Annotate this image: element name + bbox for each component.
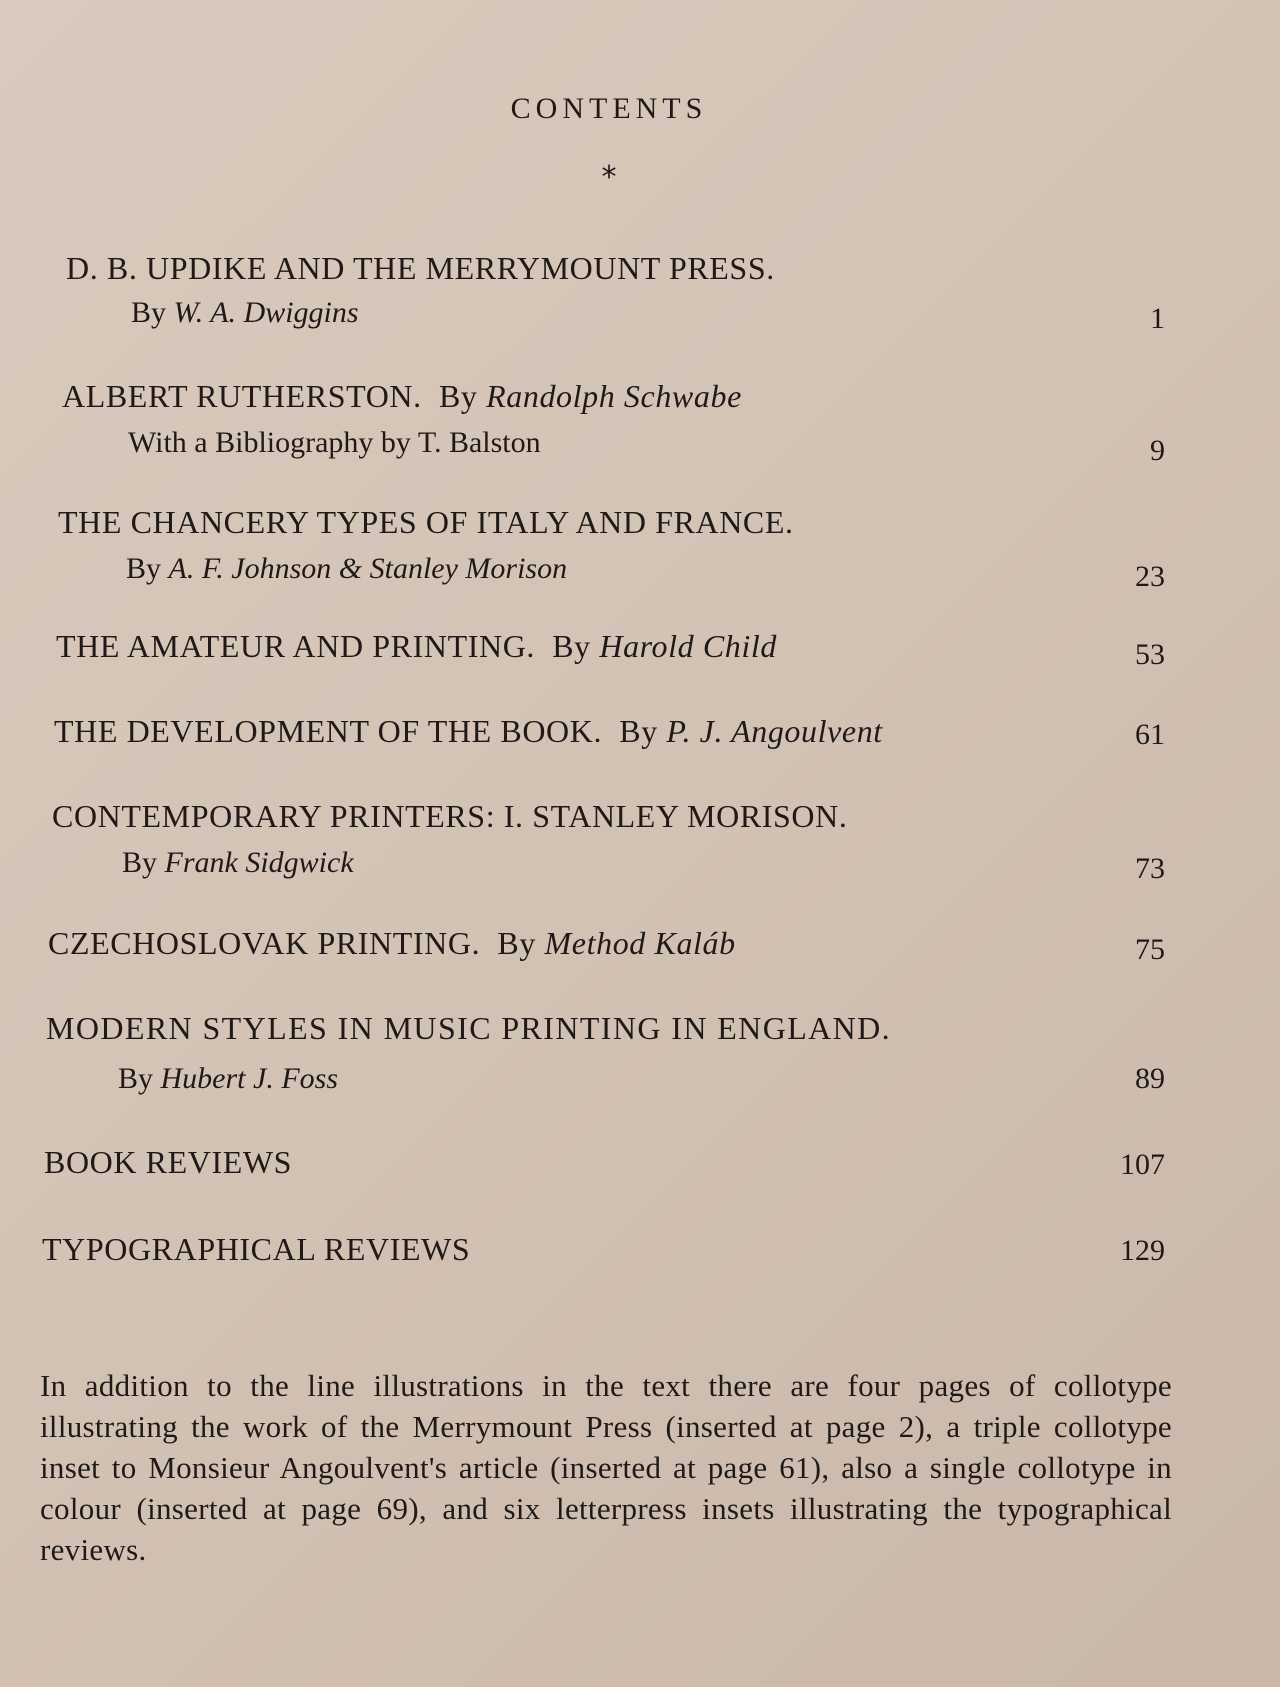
entry-author: Method Kaláb xyxy=(544,925,736,961)
entry-title-line xyxy=(54,713,883,750)
entry-page-number: 23 xyxy=(1135,560,1165,593)
illustrations-note: In addition to the line illustrations in the text there are four pages of collotype illustrating the work of the Merrymount Press (inserted at page 2), a triple collotype inset to Monsieur Angoulvent's article (inserted at page 61), also a single collotype in colour (inserted at page 69), and six letterpress insets illustrating the typographical reviews. xyxy=(40,1368,1172,1567)
entry-page-number: 61 xyxy=(1135,718,1165,751)
entry-page-number: 73 xyxy=(1135,852,1165,885)
entry-author: Frank Sidgwick xyxy=(164,846,354,879)
entry-author: P. J. Angoulvent xyxy=(666,713,883,749)
entry-byline xyxy=(122,846,354,880)
entry-page-number: 53 xyxy=(1135,638,1165,671)
entry-title: D. B. UPDIKE AND THE MERRYMOUNT PRESS. xyxy=(66,250,775,286)
entry-bibliography-note: With a Bibliography by T. Balston xyxy=(128,426,541,459)
asterisk-ornament: * xyxy=(601,160,617,195)
by-label: By xyxy=(122,846,165,879)
by-label: By xyxy=(497,925,545,961)
entry-title: CONTEMPORARY PRINTERS: I. STANLEY MORISON. xyxy=(52,798,848,834)
entry-title-line xyxy=(62,378,742,415)
by-label: By xyxy=(118,1062,161,1095)
entry-title: TYPOGRAPHICAL REVIEWS xyxy=(42,1231,471,1267)
entry-author: Harold Child xyxy=(599,628,777,664)
entry-byline xyxy=(118,1062,338,1096)
entry-author: Randolph Schwabe xyxy=(486,378,742,414)
entry-author: A. F. Johnson & Stanley Morison xyxy=(168,552,568,585)
entry-page-number: 89 xyxy=(1135,1062,1165,1095)
entry-page-number: 1 xyxy=(1150,302,1165,335)
entry-page-number: 129 xyxy=(1120,1234,1165,1267)
by-label: By xyxy=(126,552,169,585)
entry-title: THE DEVELOPMENT OF THE BOOK. xyxy=(54,713,603,749)
entry-page-number: 107 xyxy=(1120,1148,1165,1181)
entry-title: BOOK REVIEWS xyxy=(44,1144,293,1180)
entry-title: ALBERT RUTHERSTON. xyxy=(62,378,422,414)
by-label: By xyxy=(619,713,667,749)
entry-title-line xyxy=(56,628,777,665)
entry-page-number: 75 xyxy=(1135,933,1165,966)
by-label: By xyxy=(552,628,600,664)
entry-title: MODERN STYLES IN MUSIC PRINTING IN ENGLAND. xyxy=(46,1010,892,1046)
entry-title: THE CHANCERY TYPES OF ITALY AND FRANCE. xyxy=(58,504,794,540)
entry-title: CZECHOSLOVAK PRINTING. xyxy=(48,925,481,961)
entry-byline xyxy=(126,552,567,586)
by-label: By xyxy=(131,296,174,329)
contents-heading: CONTENTS xyxy=(510,92,708,125)
entry-title-line xyxy=(48,925,736,962)
entry-page-number: 9 xyxy=(1150,434,1165,467)
entry-byline xyxy=(131,296,359,330)
entry-author: W. A. Dwiggins xyxy=(173,296,359,329)
entry-title: THE AMATEUR AND PRINTING. xyxy=(56,628,535,664)
by-label: By xyxy=(438,378,487,414)
entry-author: Hubert J. Foss xyxy=(160,1062,338,1095)
